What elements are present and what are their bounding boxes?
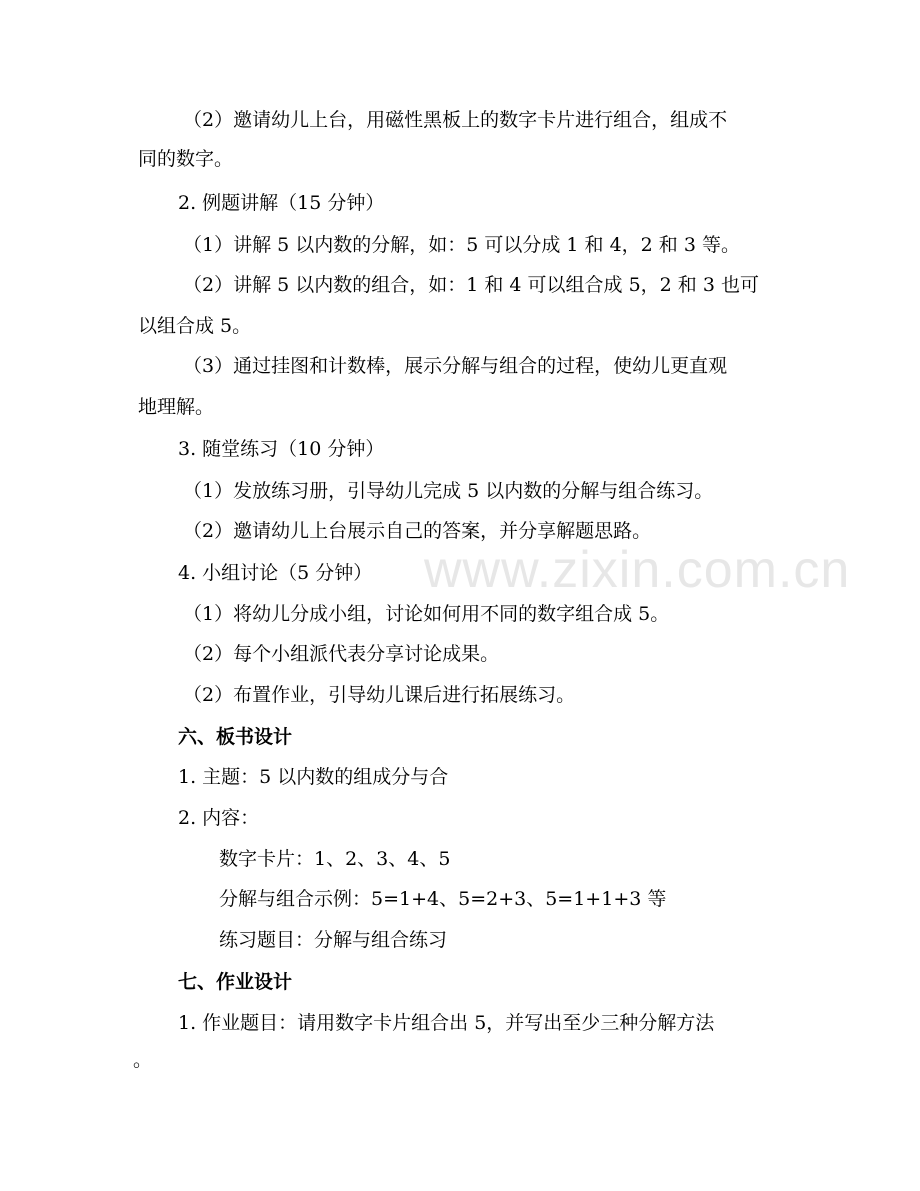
paragraph-line: 。 <box>133 1049 153 1071</box>
paragraph-line: 以组合成 5。 <box>138 315 252 337</box>
paragraph-line: （3）通过挂图和计数棒，展示分解与组合的过程，使幼儿更直观 <box>183 355 728 377</box>
paragraph-line: 1. 作业题目：请用数字卡片组合出 5，并写出至少三种分解方法 <box>178 1012 715 1034</box>
indented-line: 数字卡片：1、2、3、4、5 <box>219 848 451 870</box>
paragraph-line: 同的数字。 <box>138 148 234 170</box>
section-item-title: 3. 随堂练习（10 分钟） <box>178 438 385 460</box>
paragraph-line: （1）将幼儿分成小组，讨论如何用不同的数字组合成 5。 <box>183 603 670 625</box>
paragraph-line: （1）发放练习册，引导幼儿完成 5 以内数的分解与组合练习。 <box>183 480 714 502</box>
paragraph-line: 1. 主题：5 以内数的组成分与合 <box>178 766 449 788</box>
section-heading: 六、板书设计 <box>178 726 293 748</box>
paragraph-line: （1）讲解 5 以内数的分解，如：5 可以分成 1 和 4，2 和 3 等。 <box>183 234 740 256</box>
paragraph-line: （2）布置作业，引导幼儿课后进行拓展练习。 <box>183 684 576 706</box>
paragraph-line: （2）每个小组派代表分享讨论成果。 <box>183 643 500 665</box>
paragraph-line: （2）讲解 5 以内数的组合，如：1 和 4 可以组合成 5，2 和 3 也可 <box>183 274 759 296</box>
paragraph-line: （2）邀请幼儿上台展示自己的答案，并分享解题思路。 <box>183 520 652 542</box>
paragraph-line: 地理解。 <box>138 396 215 418</box>
indented-line: 分解与组合示例：5=1+4、5=2+3、5=1+1+3 等 <box>219 888 667 910</box>
section-item-title: 4. 小组讨论（5 分钟） <box>178 562 373 584</box>
paragraph-line: 2. 内容： <box>178 807 260 829</box>
section-item-title: 2. 例题讲解（15 分钟） <box>178 192 385 214</box>
section-heading: 七、作业设计 <box>178 971 293 993</box>
indented-line: 练习题目：分解与组合练习 <box>219 929 448 951</box>
paragraph-line: （2）邀请幼儿上台，用磁性黑板上的数字卡片进行组合，组成不 <box>183 109 728 131</box>
watermark: www.zixin.com.cn <box>424 541 851 599</box>
